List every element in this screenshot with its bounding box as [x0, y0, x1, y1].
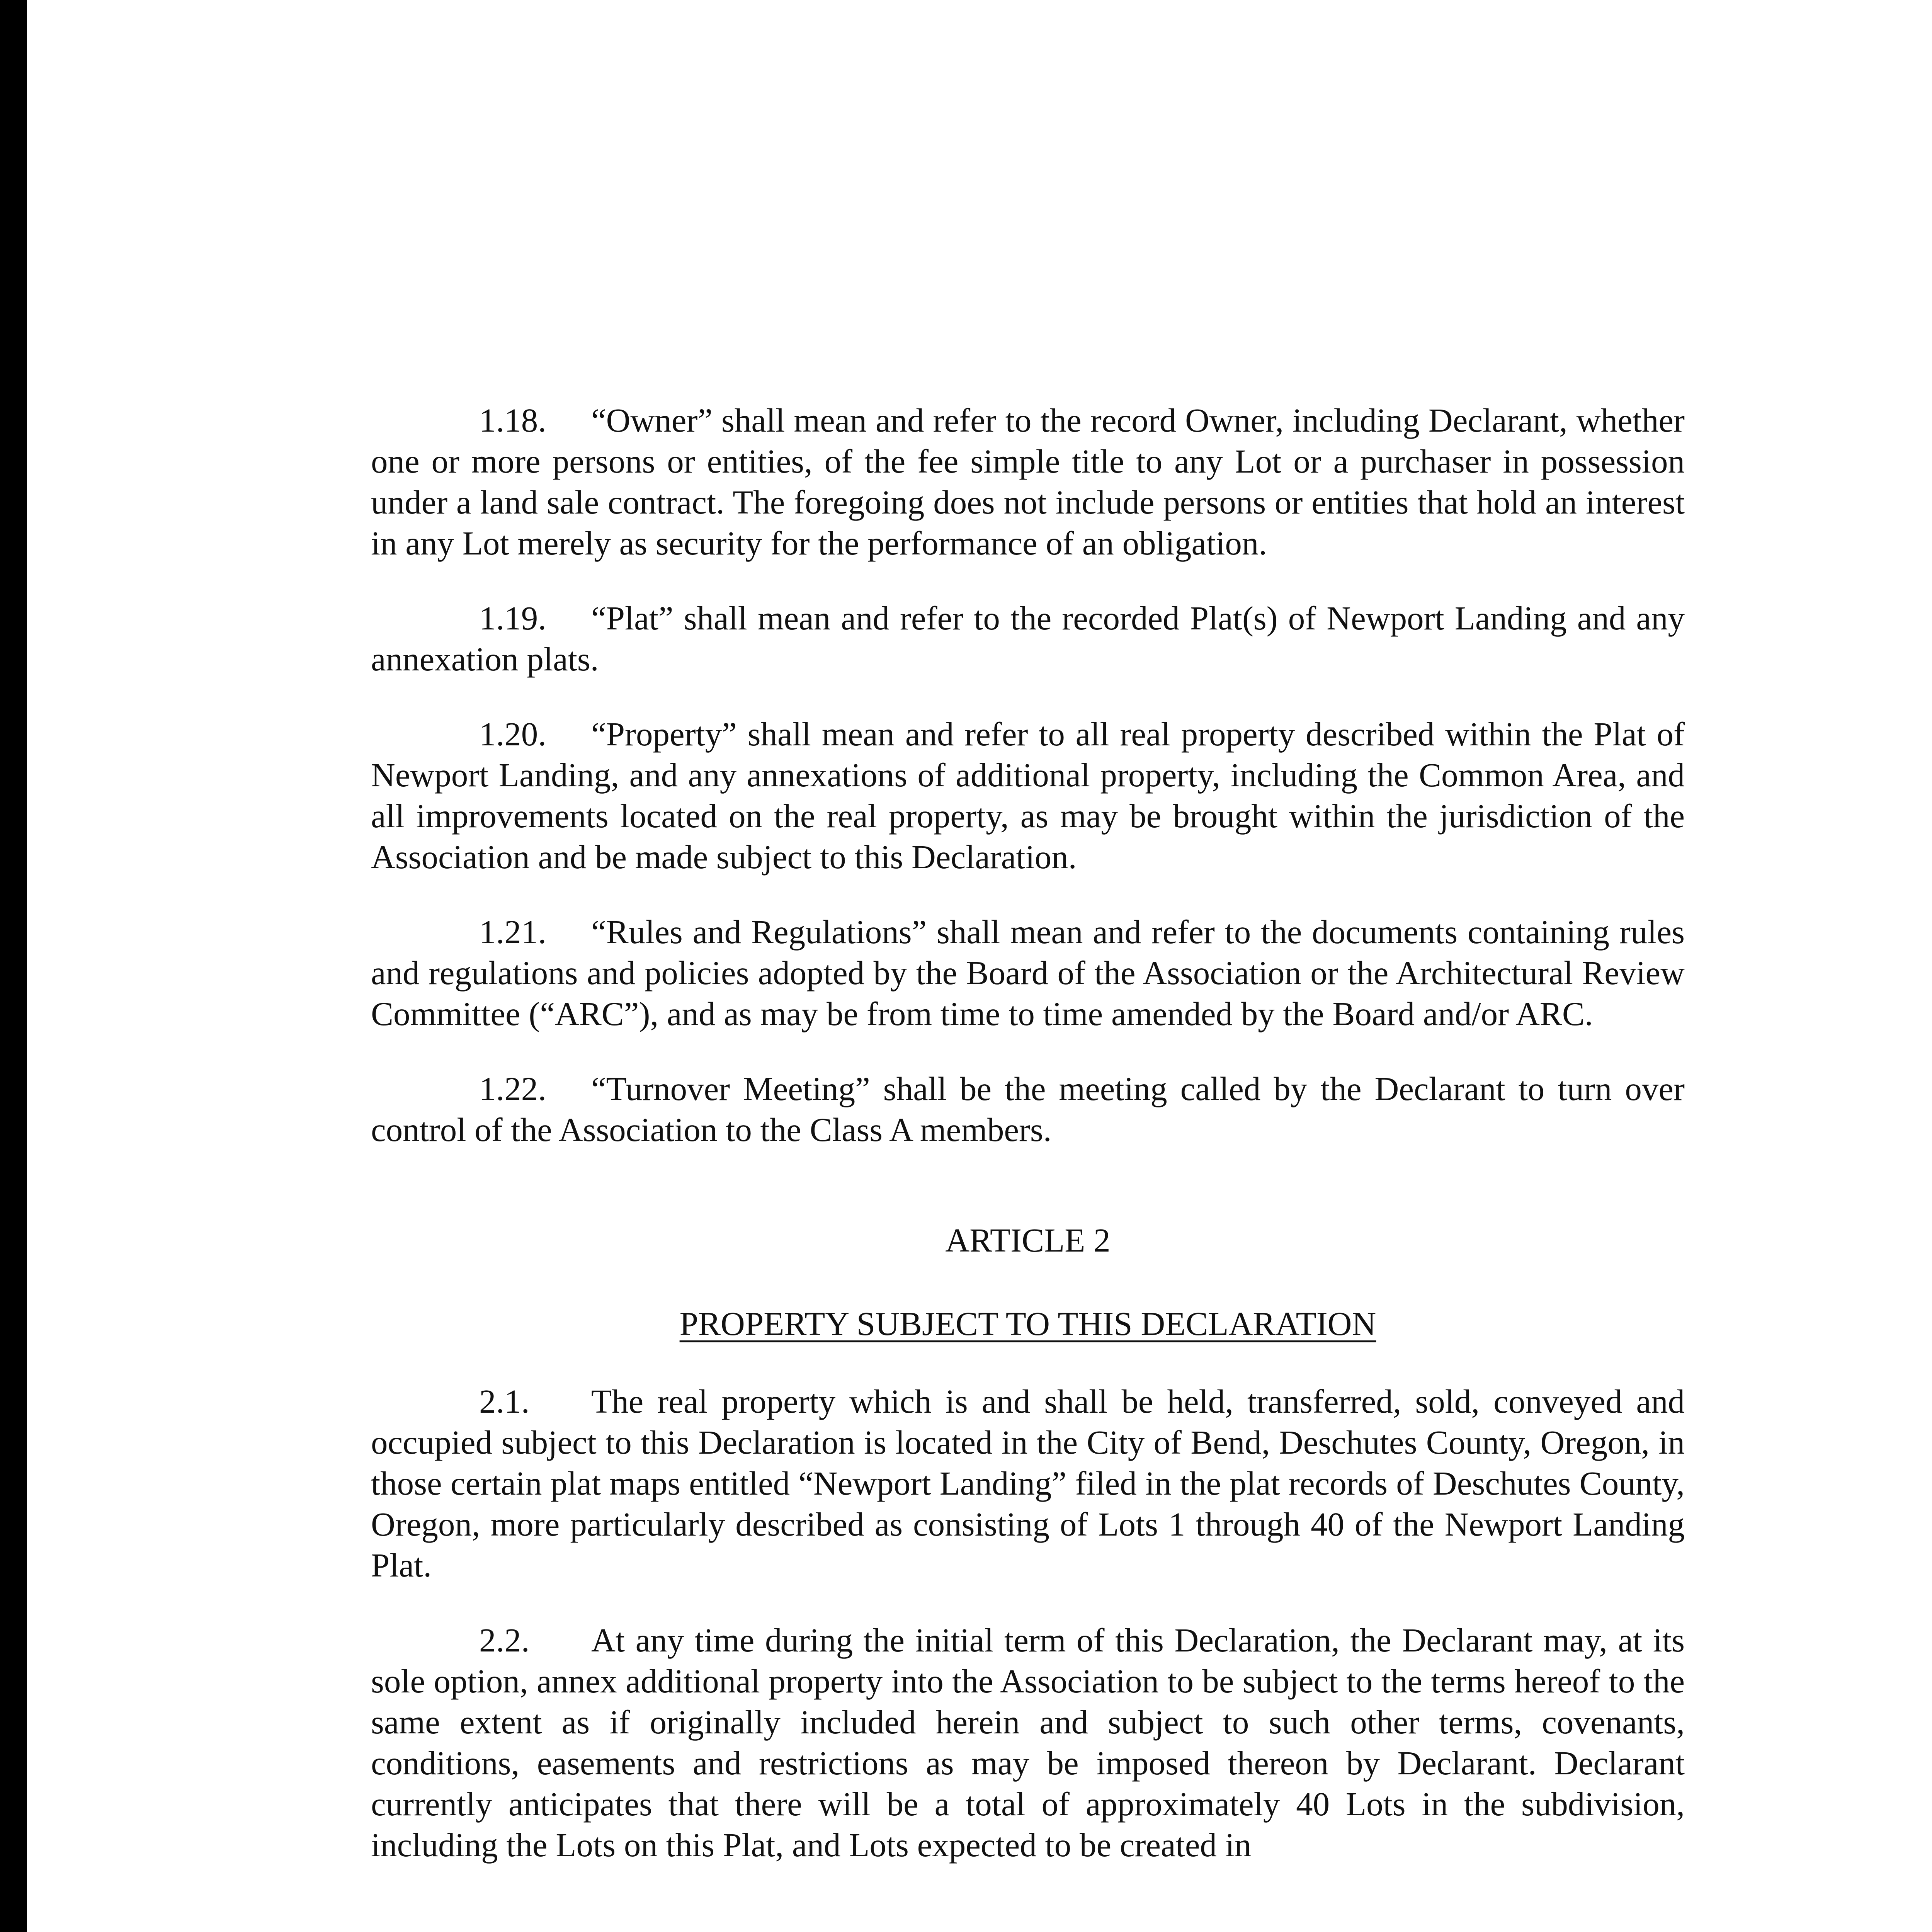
section-number: 1.21. — [479, 913, 546, 951]
paragraph-1-18 — [371, 400, 1685, 564]
paragraph-1-21 — [371, 912, 1685, 1034]
paragraph-1-20 — [371, 714, 1685, 878]
section-number: 2.1. — [479, 1383, 530, 1420]
section-number: 1.20. — [479, 715, 546, 753]
paragraph-1-22 — [371, 1068, 1685, 1150]
paragraph-text: At any time during the initial term of this Declaration, the Declarant may, at its sole option, annex additional property into the Association to be subject to the terms hereof to the same extent as if originally included herein and subject to such other terms, covenants, conditions, easements and restrictions as may be imposed thereon by Declarant. Declarant currently anticipates that there will be a total of approximately 40 Lots in the subdivision, including the Lots on this Plat, and Lots expected to be created in — [371, 1621, 1685, 1864]
section-number: 1.22. — [479, 1070, 546, 1107]
paragraph-1-19 — [371, 598, 1685, 680]
document-page — [27, 0, 1932, 1932]
document-body — [371, 400, 1685, 1900]
paragraph-text: The real property which is and shall be held, transferred, sold, conveyed and occupied subject to this Declaration is located in the City of Bend, Deschutes County, Oregon, in those certain plat maps entitled “Newport Landing” filed in the plat records of Deschutes County, Oregon, more particularly described as consisting of Lots 1 through 40 of the Newport Landing Plat. — [371, 1383, 1685, 1584]
section-number: 1.19. — [479, 599, 546, 637]
paragraph-text: “Property” shall mean and refer to all real property described within the Plat of Newport Landing, and any annexations of additional property, including the Common Area, and all improvements located on the real property, as may be brought within the jurisdiction of the Association and be made subject to this Declaration. — [371, 715, 1685, 876]
section-title: PROPERTY SUBJECT TO THIS DECLARATION — [679, 1305, 1376, 1342]
paragraph-text: “Turnover Meeting” shall be the meeting called by the Declarant to turn over control of the Association to the Class A members. — [371, 1070, 1685, 1148]
section-number: 1.18. — [479, 401, 546, 439]
section-number: 2.2. — [479, 1621, 530, 1659]
paragraph-2-1 — [371, 1381, 1685, 1586]
paragraph-text: “Plat” shall mean and refer to the recorded Plat(s) of Newport Landing and any annexation plats. — [371, 599, 1685, 678]
paragraph-text: “Owner” shall mean and refer to the record Owner, including Declarant, whether one or more persons or entities, of the fee simple title to any Lot or a purchaser in possession under a land sale contract. The foregoing does not include persons or entities that hold an interest in any Lot merely as security for the performance of an obligation. — [371, 401, 1685, 562]
paragraph-2-2 — [371, 1620, 1685, 1866]
paragraph-text: “Rules and Regulations” shall mean and refer to the documents containing rules and regulations and policies adopted by the Board of the Association or the Architectural Review Committee (“ARC”), and as may be from time to time amended by the Board and/or ARC. — [371, 913, 1685, 1032]
article-heading: ARTICLE 2 — [945, 1221, 1111, 1259]
